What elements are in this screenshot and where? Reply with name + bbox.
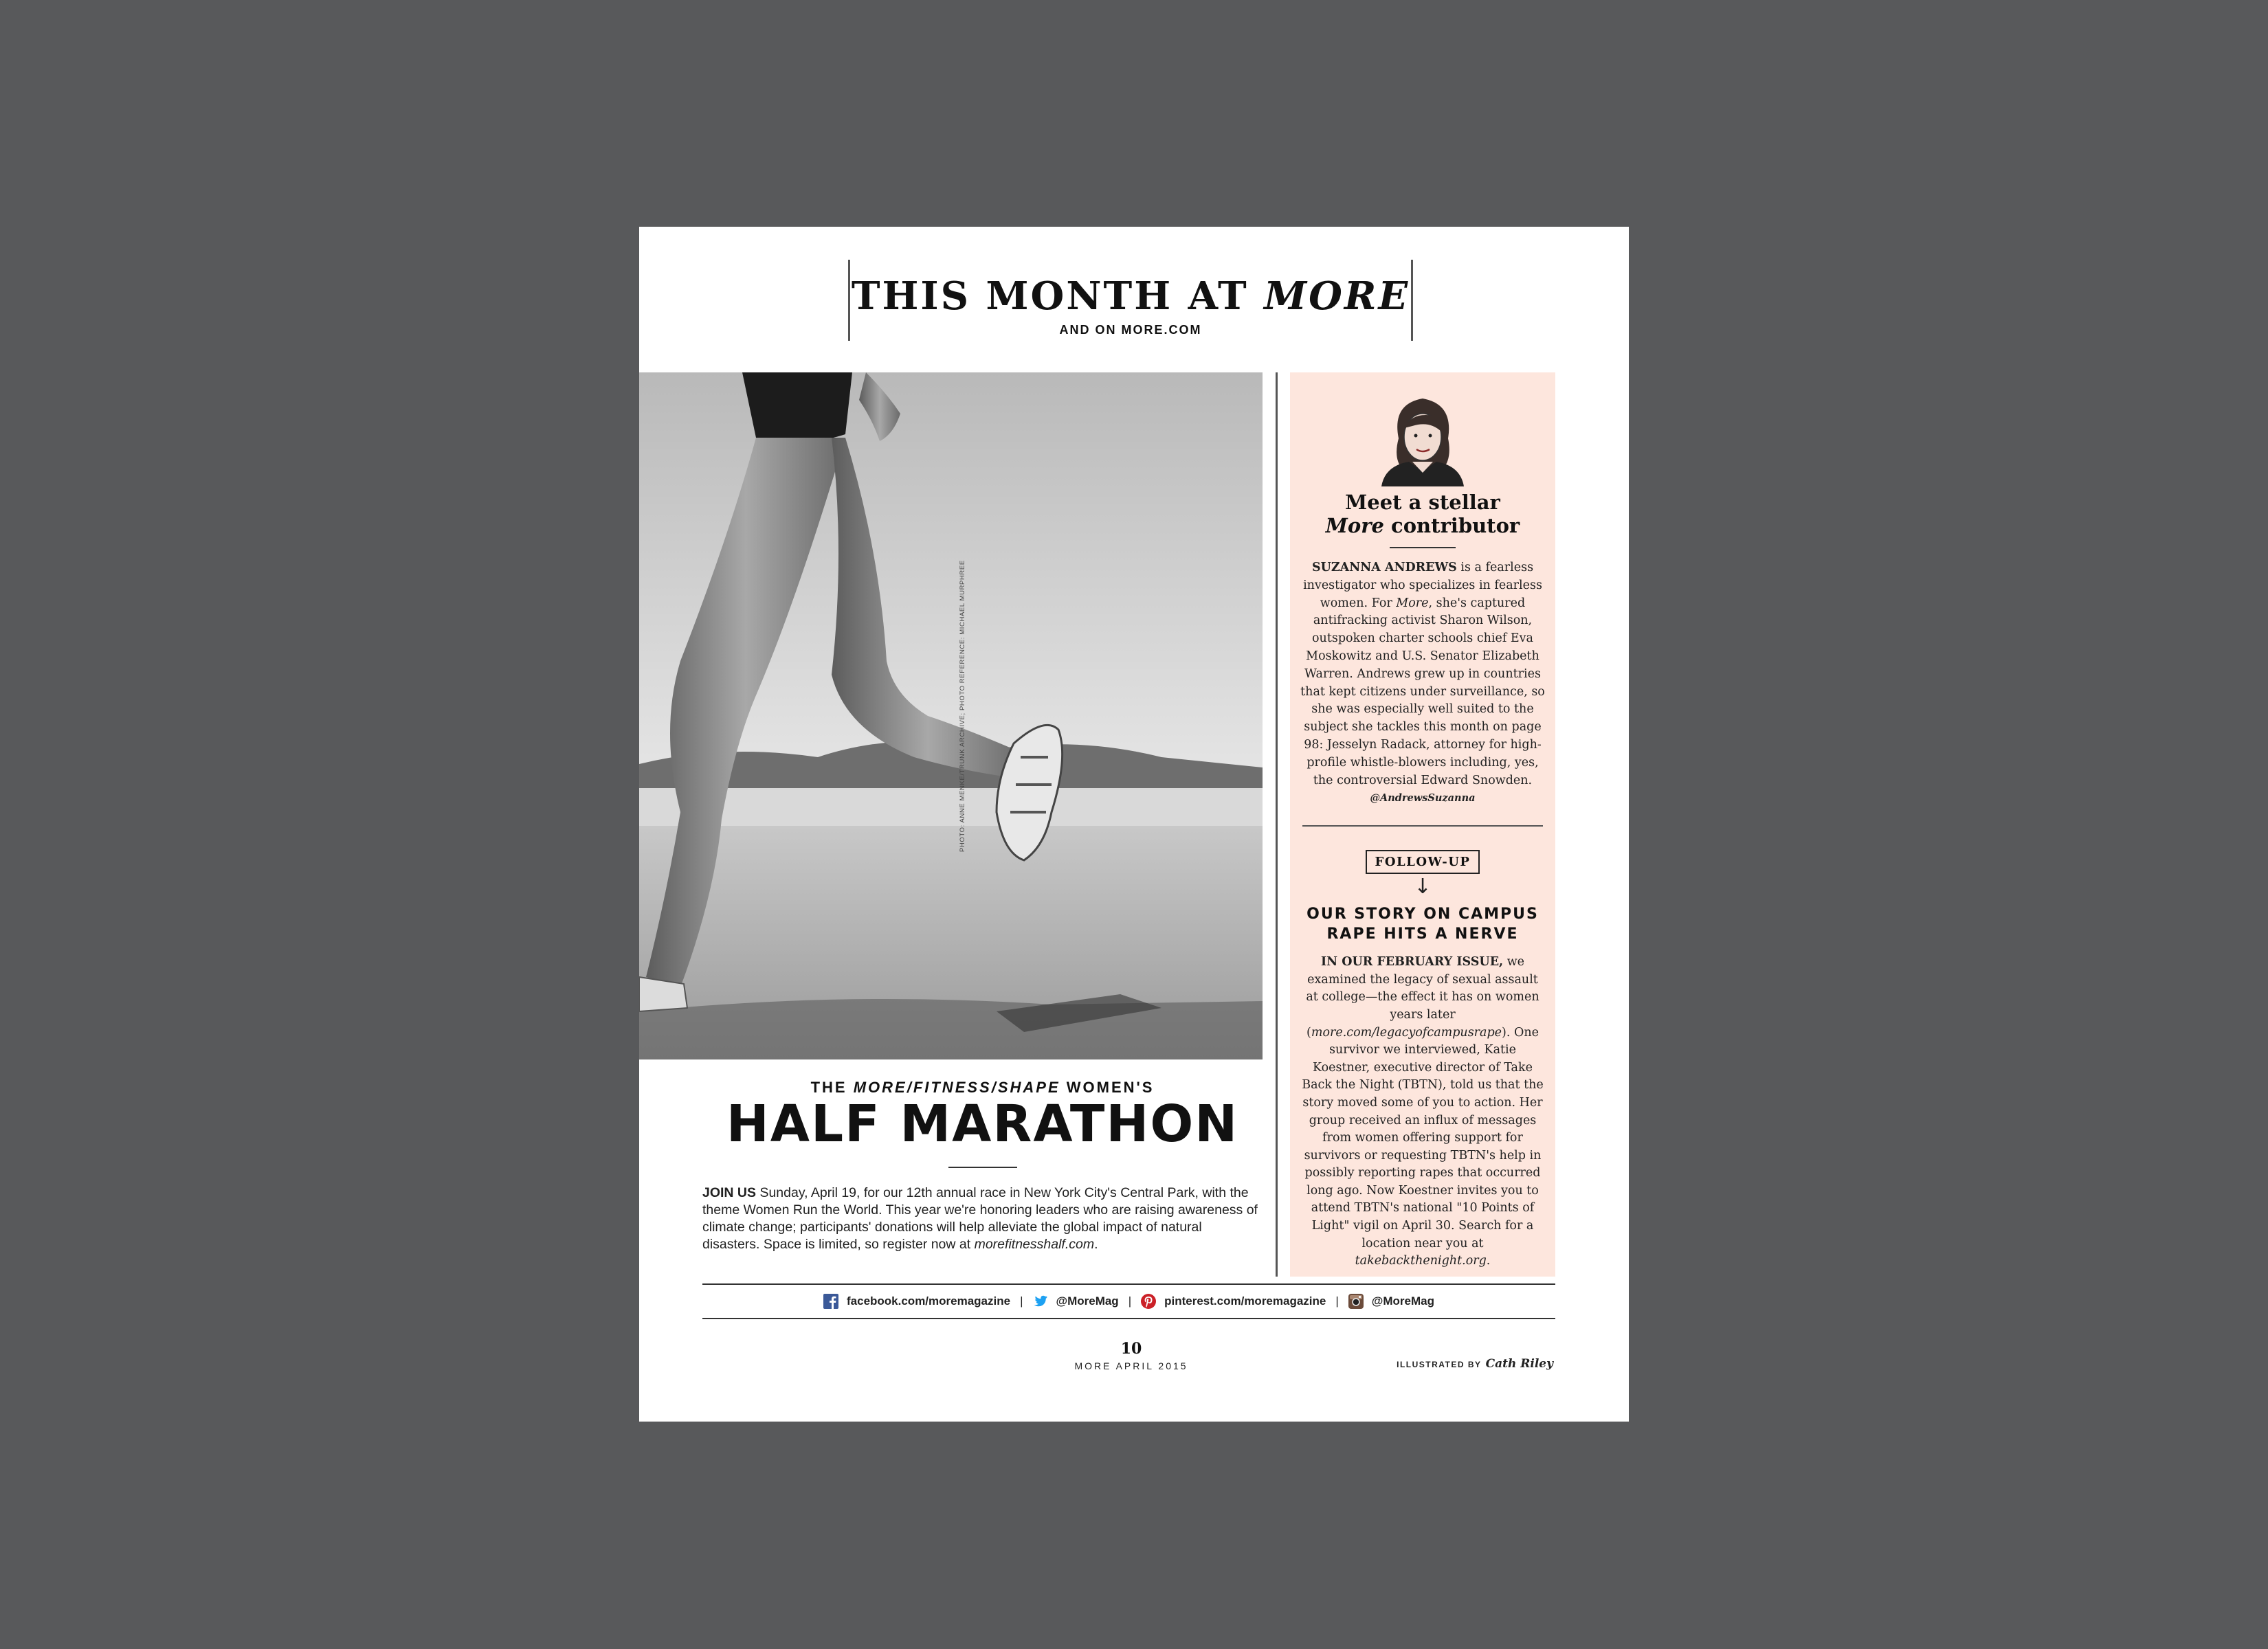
- sidebar: [1290, 372, 1555, 1277]
- portrait-illustration: [1371, 390, 1474, 486]
- half-marathon-body: [702, 1185, 1263, 1253]
- tbtn-link[interactable]: takebackthenight.org: [1355, 1254, 1487, 1268]
- illustrator-name: Cath Riley: [1485, 1357, 1553, 1371]
- pinterest-link[interactable]: [1141, 1294, 1326, 1309]
- instagram-link[interactable]: [1348, 1294, 1434, 1309]
- masthead: [848, 260, 1413, 341]
- sidebar-divider: [1302, 825, 1543, 827]
- contributor-body: [1290, 559, 1555, 807]
- masthead-subtitle: AND ON MORE.COM: [1059, 323, 1202, 337]
- contributor-heading-more: More: [1325, 514, 1384, 537]
- facebook-handle: facebook.com/moremagazine: [847, 1294, 1011, 1308]
- separator: |: [1335, 1294, 1339, 1308]
- half-marathon-article: [702, 1079, 1263, 1253]
- follow-up-label: FOLLOW-UP: [1366, 850, 1480, 874]
- social-bar: [702, 1283, 1555, 1319]
- facebook-icon: [823, 1294, 838, 1309]
- contributor-text-more: More: [1396, 596, 1429, 610]
- contributor-heading-rest: contributor: [1383, 514, 1520, 537]
- body-text: Sunday, April 19, for our 12th annual race in New York City's Central Park, with the theme Women Run the World. This year we're honoring leaders who are raising awareness of climate change; participants' donations will help alleviate the global impact of natural disasters. Space is limited, so register now at: [702, 1185, 1258, 1252]
- page-number: 10: [1120, 1340, 1142, 1358]
- contributor-heading: [1290, 491, 1555, 537]
- contributor-rule: [1390, 547, 1456, 548]
- contributor-name: SUZANNA ANDREWS: [1311, 561, 1457, 574]
- column-divider: [1276, 372, 1278, 1277]
- twitter-link[interactable]: [1033, 1294, 1119, 1309]
- masthead-title: [850, 273, 1411, 319]
- kicker-pre: THE: [810, 1079, 854, 1096]
- follow-up-text-2: ). One survivor we interviewed, Katie Koestner, executive director of Take Back the Night (TBTN), told us that the story moved some of you to action. Her group received an influx of messages from women offering support for survivors or requesting TBTN's help in possibly reporting rapes that occurred long ago. Now Koestner invites you to attend TBTN's national "10 Points of Light" vigil on April 30. Search for a location near you at: [1302, 1025, 1544, 1250]
- campus-rape-link[interactable]: more.com/legacyofcampusrape: [1311, 1025, 1502, 1040]
- separator: |: [1020, 1294, 1023, 1308]
- contributor-handle[interactable]: @AndrewsSuzanna: [1370, 792, 1476, 805]
- follow-up-body: [1290, 954, 1555, 1270]
- runner-photo: [639, 372, 1263, 1059]
- contributor-text-2: , she's captured antifracking activist Sharon Wilson, outspoken charter schools chief Eva Moskowitz and U.S. Senator Elizabeth Warren. Andrews grew up in countries that kept citizens under surveillance, so she was especially well suited to the subject she tackles this month on page 98: Jesselyn Radack, attorney for high-profile whistle-blowers including, yes, the controversial Edward Snowden.: [1300, 596, 1545, 787]
- illustration-credit: [1397, 1357, 1553, 1371]
- kicker-post: WOMEN'S: [1060, 1079, 1155, 1096]
- instagram-icon: [1348, 1294, 1364, 1309]
- down-arrow-icon: ↓: [1414, 875, 1432, 899]
- illustration-credit-label: ILLUSTRATED BY: [1397, 1360, 1482, 1369]
- twitter-handle: @MoreMag: [1056, 1294, 1119, 1308]
- body-end: .: [1094, 1236, 1098, 1252]
- twitter-icon: [1033, 1294, 1048, 1309]
- masthead-title-main: THIS MONTH AT: [851, 273, 1265, 319]
- body-lead: JOIN US: [702, 1185, 757, 1200]
- masthead-title-more: MORE: [1264, 273, 1410, 319]
- follow-up-headline: OUR STORY ON CAMPUS RAPE HITS A NERVE: [1307, 906, 1539, 943]
- issue-date: MORE APRIL 2015: [1074, 1360, 1188, 1371]
- instagram-handle: @MoreMag: [1371, 1294, 1434, 1308]
- magazine-page: [639, 227, 1629, 1422]
- register-link[interactable]: morefitnesshalf.com: [974, 1236, 1095, 1252]
- follow-up-lead: IN OUR FEBRUARY ISSUE,: [1320, 955, 1504, 969]
- contributor-heading-line1: Meet a stellar: [1345, 491, 1500, 514]
- title-rule: [948, 1167, 1017, 1168]
- contributor-text-1: is a fearless investigator who specializes in fearless women. For: [1303, 561, 1542, 610]
- contributor-heading-line2: [1290, 514, 1555, 537]
- folio: [1003, 1340, 1259, 1371]
- contributor-portrait: [1371, 390, 1474, 486]
- facebook-link[interactable]: [823, 1294, 1010, 1309]
- runner-illustration: [639, 372, 1263, 1059]
- half-marathon-title: HALF MARATHON: [726, 1095, 1239, 1154]
- separator: |: [1128, 1294, 1132, 1308]
- kicker-brands: MORE/FITNESS/SHAPE: [853, 1079, 1060, 1096]
- pinterest-icon: [1141, 1294, 1156, 1309]
- follow-up-text-1: we examined the legacy of sexual assault at college—the effect it has on women years later (: [1306, 955, 1539, 1040]
- photo-credit: PHOTO: ANNE MENKE/TRUNK ARCHIVE; PHOTO REFERENCE: MICHAEL MURPHREE: [959, 560, 966, 852]
- pinterest-handle: pinterest.com/moremagazine: [1164, 1294, 1326, 1308]
- follow-up-text-3: .: [1486, 1254, 1491, 1268]
